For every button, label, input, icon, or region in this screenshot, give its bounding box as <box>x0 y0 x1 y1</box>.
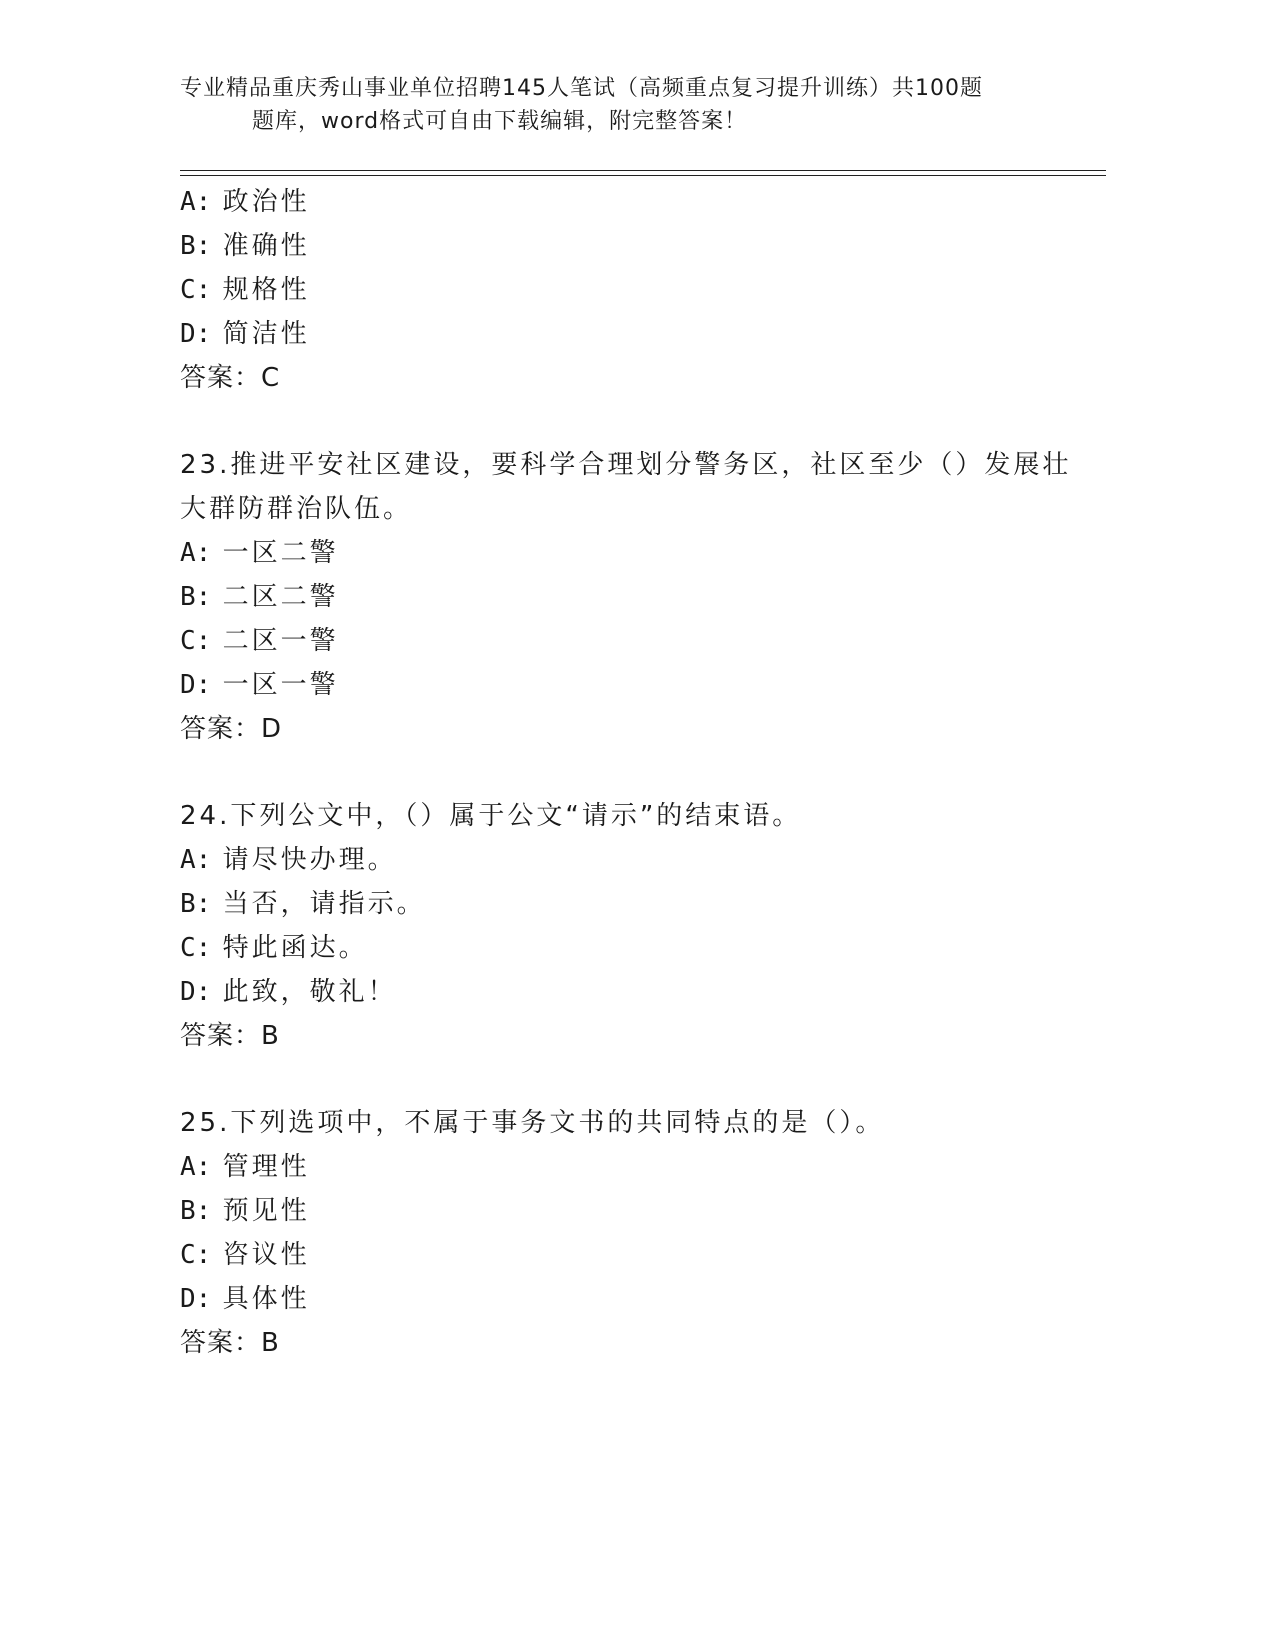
header-divider-top <box>180 170 1106 171</box>
option-key: C: <box>180 626 212 656</box>
option-text: 一区一警 <box>222 670 339 700</box>
option-text: 准确性 <box>222 231 310 261</box>
question-list <box>180 180 1080 1365</box>
option-c <box>180 1233 1080 1277</box>
option-text: 当否，请指示。 <box>222 889 426 919</box>
option-text: 请尽快办理。 <box>222 845 397 875</box>
option-key: A: <box>180 187 212 217</box>
option-text: 咨议性 <box>222 1240 310 1270</box>
option-text: 特此函达。 <box>222 933 368 963</box>
option-key: A: <box>180 538 212 568</box>
option-key: D: <box>180 977 212 1007</box>
answer-line: 答案：B <box>180 1328 280 1358</box>
option-d <box>180 312 1080 356</box>
spacer <box>180 751 1080 794</box>
question-block-22 <box>180 180 1080 400</box>
option-key: D: <box>180 670 212 700</box>
option-c <box>180 619 1080 663</box>
spacer <box>180 400 1080 443</box>
question-block-25 <box>180 1101 1080 1365</box>
option-text: 具体性 <box>222 1284 310 1314</box>
option-text: 规格性 <box>222 275 310 305</box>
option-text: 预见性 <box>222 1196 310 1226</box>
option-key: A: <box>180 1152 212 1182</box>
option-text: 此致，敬礼！ <box>222 977 397 1007</box>
option-text: 简洁性 <box>222 319 310 349</box>
header-title-line-2: 题库，word格式可自由下载编辑，附完整答案！ <box>252 109 748 134</box>
option-key: D: <box>180 1284 212 1314</box>
option-text: 二区一警 <box>222 626 339 656</box>
answer-line: 答案：C <box>180 363 281 393</box>
header-title-line-1: 专业精品重庆秀山事业单位招聘145人笔试（高频重点复习提升训练）共100题 <box>180 76 983 101</box>
answer-line: 答案：B <box>180 1021 280 1051</box>
option-key: A: <box>180 845 212 875</box>
option-key: C: <box>180 275 212 305</box>
option-b <box>180 224 1080 268</box>
option-text: 二区二警 <box>222 582 339 612</box>
option-key: C: <box>180 1240 212 1270</box>
option-key: B: <box>180 889 212 919</box>
option-key: B: <box>180 231 212 261</box>
option-d <box>180 970 1080 1014</box>
option-b <box>180 575 1080 619</box>
option-text: 一区二警 <box>222 538 339 568</box>
option-key: B: <box>180 1196 212 1226</box>
answer-line: 答案：D <box>180 714 283 744</box>
question-text-line-1: 23.推进平安社区建设，要科学合理划分警务区，社区至少（）发展壮 <box>180 450 1072 480</box>
option-text: 管理性 <box>222 1152 310 1182</box>
option-b <box>180 1189 1080 1233</box>
question-text-line-1: 24.下列公文中，（）属于公文“请示”的结束语。 <box>180 801 802 831</box>
option-d <box>180 663 1080 707</box>
header-divider-bottom <box>180 175 1106 176</box>
option-d <box>180 1277 1080 1321</box>
option-a <box>180 531 1080 575</box>
document-header <box>180 72 1080 138</box>
option-a <box>180 180 1080 224</box>
option-key: C: <box>180 933 212 963</box>
option-key: B: <box>180 582 212 612</box>
option-text: 政治性 <box>222 187 310 217</box>
question-block-23 <box>180 443 1080 751</box>
option-key: D: <box>180 319 212 349</box>
option-c <box>180 268 1080 312</box>
option-a <box>180 1145 1080 1189</box>
spacer <box>180 1058 1080 1101</box>
question-text-line-1: 25.下列选项中，不属于事务文书的共同特点的是（）。 <box>180 1108 885 1138</box>
option-c <box>180 926 1080 970</box>
option-a <box>180 838 1080 882</box>
option-b <box>180 882 1080 926</box>
question-block-24 <box>180 794 1080 1058</box>
question-text-line-2: 大群防群治队伍。 <box>180 494 413 524</box>
